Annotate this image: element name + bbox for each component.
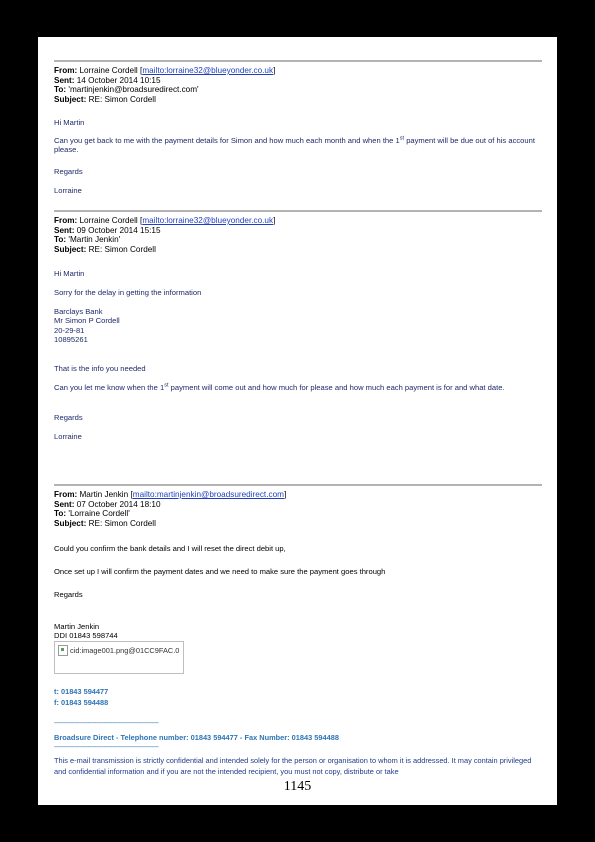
bank-name: Barclays Bank [54, 307, 103, 316]
broken-image-placeholder: cid:image001.png@01CC9FAC.0 [54, 641, 184, 674]
signature-name: Martin Jenkin [54, 622, 100, 631]
email-from-line: From: Lorraine Cordell [mailto:lorraine32@blueyonder.co.uk] [54, 216, 276, 225]
email-body-line: Sorry for the delay in getting the information [54, 288, 202, 297]
signature-divider: --------------------------------------------------------- [54, 720, 159, 727]
email-from-link[interactable]: mailto:martinjenkin@broadsuredirect.com [132, 490, 284, 499]
email-to-line: To: 'Lorraine Cordell' [54, 509, 130, 519]
email-greeting: Hi Martin [54, 118, 85, 127]
email-regards: Regards [54, 413, 83, 422]
email-subject-line: Subject: RE: Simon Cordell [54, 94, 156, 104]
company-line: Broadsure Direct - Telephone number: 01843 594477 - Fax Number: 01843 594488 [54, 733, 339, 742]
account-number: 10895261 [54, 335, 88, 345]
email-body-line: Could you confirm the bank details and I will reset the direct debit up, [54, 544, 286, 553]
email-separator [54, 484, 542, 486]
email-subject-line: Subject: RE: Simon Cordell [54, 244, 156, 254]
email-sent-line: Sent: 14 October 2014 10:15 [54, 75, 161, 85]
email-sent-line: Sent: 07 October 2014 18:10 [54, 499, 161, 509]
email-regards: Regards [54, 167, 83, 176]
email-greeting: Hi Martin [54, 269, 85, 278]
broken-image-icon [58, 645, 68, 656]
email-from-link[interactable]: mailto:lorraine32@blueyonder.co.uk [142, 216, 274, 225]
email-sent-line: Sent: 09 October 2014 15:15 [54, 225, 161, 235]
confidentiality-disclaimer: This e-mail transmission is strictly confidential and intended solely for the person or organisation to whom it is addressed. It may contain privileged and confidential information and if you are not the intended recipient, you must not copy, distribute or take [54, 756, 532, 777]
email-body: Can you get back to me with the payment details for Simon and how much each month and when the 1st payment will be due out of his account please. [54, 135, 535, 155]
email-body-line: That is the info you needed [54, 364, 146, 373]
email-separator [54, 60, 542, 62]
signature-fax: f: 01843 594488 [54, 698, 109, 707]
account-holder: Mr Simon P Cordell [54, 316, 120, 326]
email-from-line: From: Martin Jenkin [mailto:martinjenkin@broadsuredirect.com] [54, 490, 287, 499]
signature-ddi: DDI 01843 598744 [54, 631, 118, 641]
document-page [38, 37, 557, 805]
email-regards: Regards [54, 590, 83, 599]
email-to-line: To: 'Martin Jenkin' [54, 235, 121, 245]
email-separator [54, 210, 542, 212]
signature-divider: --------------------------------------------------------- [54, 744, 159, 751]
email-to-line: To: 'martinjenkin@broadsuredirect.com' [54, 85, 199, 95]
email-body: Can you let me know when the 1st payment will come out and how much for please and how much each payment is for and what date. [54, 382, 505, 392]
email-from-line: From: Lorraine Cordell [mailto:lorraine32@blueyonder.co.uk] [54, 66, 276, 75]
email-subject-line: Subject: RE: Simon Cordell [54, 518, 156, 528]
sort-code: 20-29-81 [54, 325, 85, 335]
email-body-line: Once set up I will confirm the payment dates and we need to make sure the payment goes through [54, 567, 386, 576]
email-signoff: Lorraine [54, 186, 82, 195]
email-from-link[interactable]: mailto:lorraine32@blueyonder.co.uk [142, 66, 274, 75]
email-signoff: Lorraine [54, 432, 82, 441]
signature-telephone: t: 01843 594477 [54, 687, 109, 696]
page-number: 1145 [283, 779, 312, 794]
